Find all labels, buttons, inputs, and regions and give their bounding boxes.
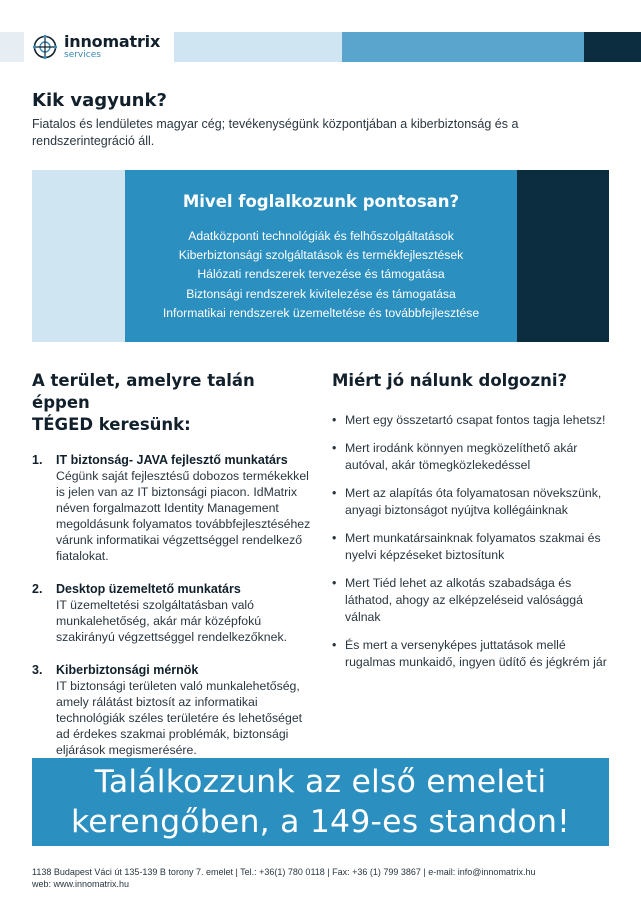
footer-web: web: www.innomatrix.hu [32,879,130,889]
bullet-icon: • [332,576,337,590]
job-number: 1. [32,453,43,467]
services-list [125,227,517,323]
header-segment-dark [584,32,641,62]
job-item [32,452,317,564]
jobs-title [32,370,317,436]
reason-text: Mert munkatársainknak folyamatos szakmai és nyelvi képzéseket biztosítunk [345,531,601,562]
header-segment-pale-blue [174,32,342,62]
reasons-list [332,412,612,671]
footer-contact [32,866,612,890]
band-right-block [517,170,609,342]
intro-title: Kik vagyunk? [32,90,167,111]
logo-subtitle: services [64,50,101,60]
reason-text: Mert egy összetartó csapat fontos tagja lehetsz! [345,413,606,427]
reason-item [332,485,612,519]
reason-item [332,637,612,671]
footer-address: 1138 Budapest Váci út 135-139 B torony 7. emelet | Tel.: +36(1) 780 0118 | Fax: +36 (1) 799 3867 | e-mail: info@innomatrix.hu [32,867,536,877]
logo-globe-icon [32,34,58,60]
reasons-title: Miért jó nálunk dolgozni? [332,371,568,390]
services-item: Hálózati rendszerek tervezése és támogatása [197,267,445,282]
reason-text: És mert a versenyképes juttatások mellé rugalmas munkaidő, ingyen üdítő és jégkrém jár [345,638,607,669]
reason-item [332,575,612,626]
services-band [125,170,517,342]
services-title: Mivel foglalkozunk pontosan? [182,192,460,211]
job-item [32,662,317,758]
services-item: Kiberbiztonsági szolgáltatások és termékfejlesztések [178,248,464,263]
jobs-title-line2: TÉGED keresünk: [32,415,191,434]
bullet-icon: • [332,531,337,545]
reason-item [332,530,612,564]
header-segment-blue [342,32,584,62]
header-segment-light [0,32,24,62]
services-item: Biztonsági rendszerek kivitelezése és támogatása [186,286,456,301]
band-left-block [32,170,125,342]
job-description: IT üzemeltetési szolgáltatásban való munkalehetőség, akár már középfokú szakirányú végzettséggel rendelkezőknek. [56,598,288,644]
job-number: 2. [32,582,43,596]
services-item: Informatikai rendszerek üzemeltetése és továbbfejlesztése [162,305,480,320]
cta-banner [32,758,609,846]
job-number: 3. [32,663,43,677]
jobs-title-line1: A terület, amelyre talán éppen [32,371,255,412]
services-item: Adatközponti technológiák és felhőszolgáltatások [188,229,454,243]
reason-text: Mert irodánk könnyen megközelíthető akár autóval, akár tömegközlekedéssel [345,441,578,472]
bullet-icon: • [332,638,337,652]
reason-text: Mert Tiéd lehet az alkotás szabadsága és láthatod, ahogy az elképzeléseid valósággá válnak [345,576,583,624]
cta-line1: Találkozzunk az első emeleti [94,764,547,800]
company-logo [32,32,160,62]
logo-name: innomatrix [64,32,161,51]
jobs-column [32,370,317,775]
bullet-icon: • [332,486,337,500]
reason-item [332,412,612,429]
jobs-list [32,452,317,758]
bullet-icon: • [332,441,337,455]
job-description: Cégünk saját fejlesztésű dobozos termékekkel is jelen van az IT biztonsági piacon. IdMatrix néven forgalmazott Identity Management megoldásunk folyamatos továbbfejlesztéséhez várunk informatikai végzettséggel rendelkező fiatalokat. [56,469,311,563]
job-title: Desktop üzemeltető munkatárs [56,582,241,596]
reason-item [332,440,612,474]
intro-text: Fiatalos és lendületes magyar cég; tevékenységünk központjában a kiberbiztonság és a rendszerintegráció áll. [32,117,519,148]
job-title: IT biztonság- JAVA fejlesztő munkatárs [56,453,288,467]
job-description: IT biztonsági területen való munkalehetőség, amely rálátást biztosít az informatikai technológiák széles területére és lehetőséget ad érdekes szakmai problémák, biztonsági eljárások megismerésére. [56,679,303,757]
cta-line2: kerengőben, a 149-es standon! [70,804,571,840]
reason-text: Mert az alapítás óta folyamatosan növekszünk, anyagi biztonságot nyújtva kollégáinknak [345,486,602,517]
reasons-column [332,370,612,682]
job-title: Kiberbiztonsági mérnök [56,663,199,677]
job-item [32,581,317,645]
bullet-icon: • [332,413,337,427]
